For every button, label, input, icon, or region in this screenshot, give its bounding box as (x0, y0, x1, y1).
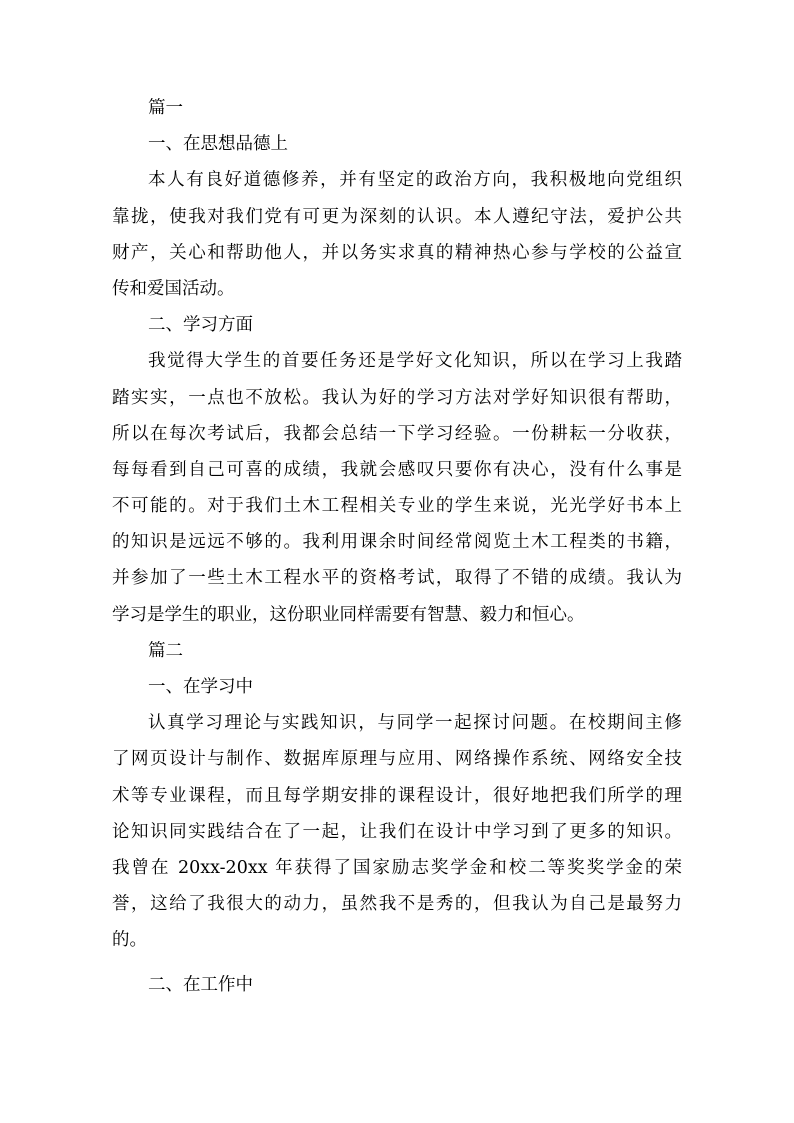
paragraph-line: 的。 (112, 930, 147, 951)
paragraph-line: 我曾在 20xx-20xx 年获得了国家励志奖学金和校二等奖奖学金的荣 (112, 857, 682, 878)
spacer (112, 959, 682, 967)
subheading-in-study: 一、在学习中 (148, 677, 253, 697)
paragraph-line: 认真学习理论与实践知识，与同学一起探讨问题。在校期间主修 (148, 713, 682, 734)
heading-part-one: 篇一 (148, 98, 183, 118)
document-body (112, 90, 682, 1003)
paragraph-line: 靠拢，使我对我们党有可更为深刻的认识。本人遵纪守法，爱护公共 (112, 206, 682, 227)
subheading-study: 二、学习方面 (148, 315, 253, 336)
paragraph-line: 术等专业课程，而且每学期安排的课程设计，很好地把我们所学的理 (112, 785, 682, 806)
paragraph-line: 所以在每次考试后，我都会总结一下学习经验。一份耕耘一分收获， (112, 423, 682, 444)
heading-part-two: 篇二 (148, 640, 183, 661)
paragraph-line: 踏实实，一点也不放松。我认为好的学习方法对学好知识很有帮助， (112, 387, 682, 408)
subheading-moral: 一、在思想品德上 (148, 134, 288, 155)
subheading-in-work: 二、在工作中 (148, 974, 253, 995)
paragraph-line: 学习是学生的职业，这份职业同样需要有智慧、毅力和恒心。 (112, 604, 585, 625)
paragraph-line: 财产，关心和帮助他人，并以务实求真的精神热心参与学校的公益宣 (112, 242, 682, 263)
paragraph-line: 不可能的。对于我们土木工程相关专业的学生来说，光光学好书本上 (112, 496, 682, 517)
paragraph-line: 传和爱国活动。 (112, 278, 235, 299)
paragraph-line: 论知识同实践结合在了一起，让我们在设计中学习到了更多的知识。 (112, 821, 682, 842)
paragraph-line: 誉，这给了我很大的动力，虽然我不是秀的，但我认为自己是最努力 (112, 894, 682, 915)
paragraph-line: 了网页设计与制作、数据库原理与应用、网络操作系统、网络安全技 (112, 749, 682, 770)
paragraph-line: 的知识是远远不够的。我利用课余时间经常阅览土木工程类的书籍， (112, 532, 682, 553)
paragraph-line: 本人有良好道德修养，并有坚定的政治方向，我积极地向党组织 (148, 170, 682, 191)
paragraph-line: 并参加了一些土木工程水平的资格考试，取得了不错的成绩。我认为 (112, 568, 682, 589)
paragraph-line: 每每看到自己可喜的成绩，我就会感叹只要你有决心，没有什么事是 (112, 459, 682, 480)
paragraph-line: 我觉得大学生的首要任务还是学好文化知识，所以在学习上我踏 (148, 351, 682, 372)
